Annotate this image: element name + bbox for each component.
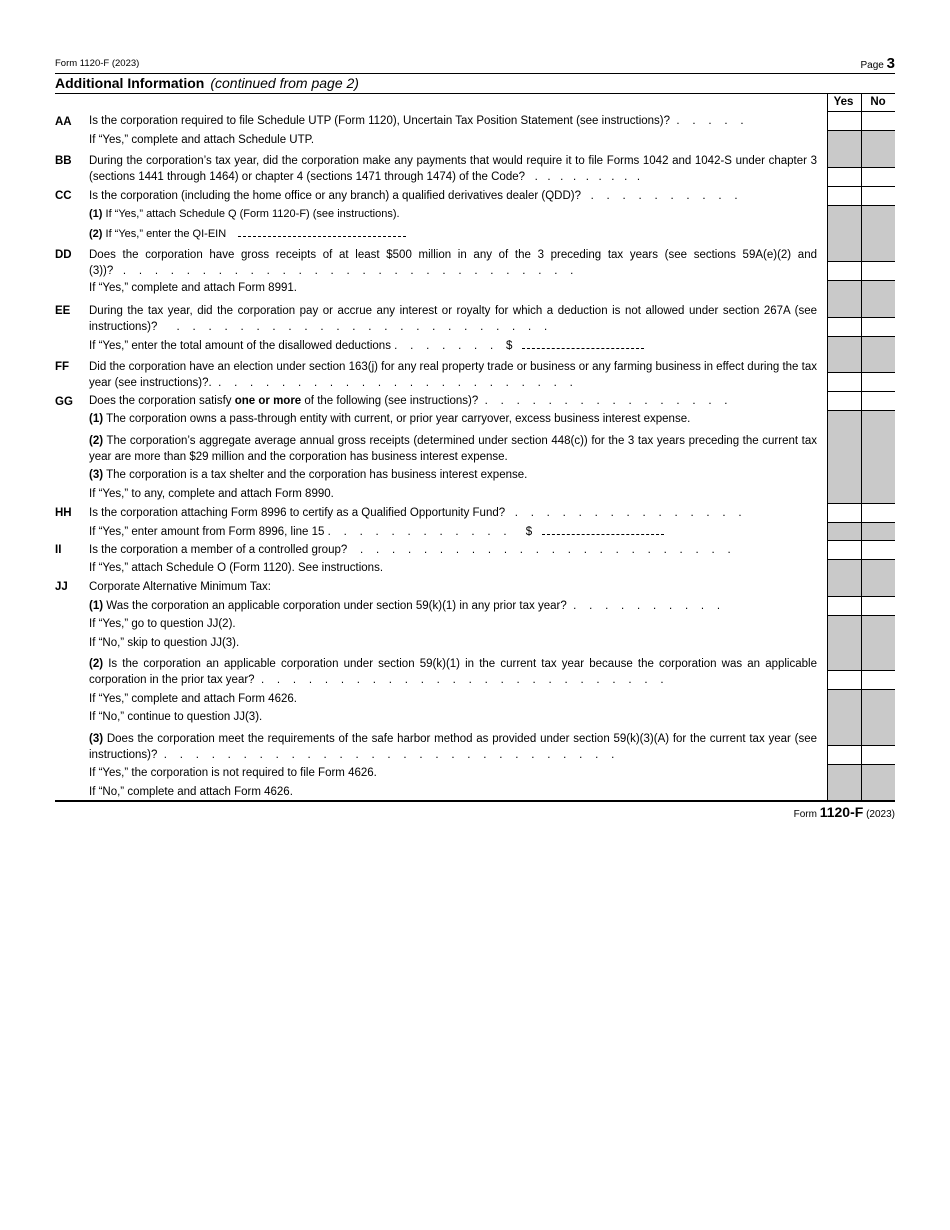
jj3-no-box[interactable] (862, 746, 895, 763)
aa-yes-box[interactable] (828, 112, 860, 129)
jj3-yes-box[interactable] (828, 746, 860, 763)
question-ee-text: During the tax year, did the corporation pay or accrue any interest or royalty for which a deduction is not allowed under section 267A (see instructions)? . . . . . . . . . . . . . . . . . . . . . . . . (89, 305, 817, 333)
question-jj-item2-no: If “No,” continue to question JJ(3). (89, 711, 263, 723)
yes-column-header: Yes (833, 96, 854, 108)
bb-no-box[interactable] (862, 168, 895, 185)
ii-yes-box[interactable] (828, 541, 860, 558)
cc-no-box[interactable] (862, 187, 895, 204)
question-hh-instruction: If “Yes,” enter amount from Form 8996, line 15 . . . . . . . . . . . . $ (89, 524, 817, 541)
dd-yes-box[interactable] (828, 262, 860, 279)
ff-no-box[interactable] (862, 373, 895, 390)
question-label-ff: FF (55, 361, 70, 373)
gg-yes-box[interactable] (828, 392, 860, 409)
question-hh-text: Is the corporation attaching Form 8996 to certify as a Qualified Opportunity Fund? . . . . . . . . . . . . . . . (89, 507, 742, 519)
aa-no-box[interactable] (862, 112, 895, 129)
ee-yes-box[interactable] (828, 318, 860, 335)
hh-no-box[interactable] (862, 504, 895, 521)
cc-yes-box[interactable] (828, 187, 860, 204)
form-page (55, 0, 895, 830)
divider (827, 522, 895, 523)
question-label-cc: CC (55, 190, 72, 202)
divider (827, 559, 895, 560)
question-gg-text: Does the corporation satisfy one or more of the following (see instructions)? . . . . . . . . . . . . . . . . (89, 395, 728, 407)
question-aa-instruction: If “Yes,” complete and attach Schedule UTP. (89, 134, 315, 146)
question-jj-item2: (2) Is the corporation an applicable corporation under section 59(k)(1) in the current tax year because the corporation was an applicable corporation in the prior tax year? . . . . . . . . . . . . . . . . . . . . . . . . . . (89, 658, 817, 686)
form-footer: Form 1120-F (2023) (793, 804, 895, 820)
divider (827, 615, 895, 616)
question-jj-item1: (1) Was the corporation an applicable corporation under section 59(k)(1) in any prior tax year? . . . . . . . . . . (89, 600, 721, 612)
question-label-ee: EE (55, 305, 71, 317)
qi-ein-input[interactable] (238, 226, 406, 237)
question-bb-text: During the corporation’s tax year, did the corporation make any payments that would require it to file Forms 1042 and 1042-S under chapter 3 (sections 1441 through 1464) or chapter 4 (sections 1471 through 1474) of the Code? . . . . . . . . . (89, 155, 817, 183)
question-ff-text: Did the corporation have an election under section 163(j) for any real property trade or business or any farming business in effect during the tax year (see instructions)?. . . . . . . . . . . . . . . . . . . . . . . . (89, 361, 817, 389)
question-label-aa: AA (55, 116, 72, 128)
question-jj-item1-no: If “No,” skip to question JJ(3). (89, 637, 240, 649)
jj2-yes-box[interactable] (828, 671, 860, 688)
divider (827, 205, 895, 206)
question-dd-instruction: If “Yes,” complete and attach Form 8991. (89, 282, 297, 294)
question-gg-item3: (3) The corporation is a tax shelter and the corporation has business interest expense. (89, 469, 528, 481)
question-jj-item3: (3) Does the corporation meet the requirements of the safe harbor method as provided under section 59(k)(3)(A) for the current tax year (see instructions)? . . . . . . . . . . . . . . . . . . . . . . . . . . . . . (89, 733, 817, 761)
question-jj-item3-yes: If “Yes,” the corporation is not required to file Form 4626. (89, 767, 377, 779)
question-label-jj: JJ (55, 581, 68, 593)
ee-no-box[interactable] (862, 318, 895, 335)
question-cc-sub1: (1) If “Yes,” attach Schedule Q (Form 1120-F) (see instructions). (89, 208, 400, 220)
question-label-ii: II (55, 544, 62, 556)
question-ee-instruction: If “Yes,” enter the total amount of the disallowed deductions . . . . . . . $ (89, 338, 817, 355)
question-label-hh: HH (55, 507, 72, 519)
question-jj-item3-no: If “No,” complete and attach Form 4626. (89, 786, 293, 798)
question-gg-item1: (1) The corporation owns a pass-through entity with current, or prior year carryover, excess business interest expense. (89, 413, 691, 425)
question-jj-text: Corporate Alternative Minimum Tax: (89, 581, 271, 593)
no-column-header: No (870, 96, 886, 108)
section-title: Additional Information (continued from page 2) (55, 75, 359, 91)
question-aa-text: Is the corporation required to file Schedule UTP (Form 1120), Uncertain Tax Position Statement (see instructions)? . . . . . (89, 115, 744, 127)
divider (827, 764, 895, 765)
divider (827, 130, 895, 131)
question-cc-sub2: (2) If “Yes,” enter the QI-EIN (89, 226, 817, 243)
divider (827, 689, 895, 690)
jj1-yes-box[interactable] (828, 597, 860, 614)
question-gg-instruction: If “Yes,” to any, complete and attach Form 8990. (89, 488, 334, 500)
page-number: Page 3 (860, 55, 895, 72)
question-ii-instruction: If “Yes,” attach Schedule O (Form 1120). See instructions. (89, 562, 384, 574)
question-label-bb: BB (55, 155, 72, 167)
divider (55, 73, 895, 74)
divider (827, 280, 895, 281)
form-8996-amount-input[interactable] (542, 524, 664, 535)
divider (55, 93, 895, 94)
jj2-no-box[interactable] (862, 671, 895, 688)
hh-yes-box[interactable] (828, 504, 860, 521)
divider (55, 800, 895, 802)
question-ii-text: Is the corporation a member of a controlled group? . . . . . . . . . . . . . . . . . . . . . . . . (89, 544, 731, 556)
gg-no-box[interactable] (862, 392, 895, 409)
question-jj-item1-yes: If “Yes,” go to question JJ(2). (89, 618, 236, 630)
question-dd-text: Does the corporation have gross receipts of at least $500 million in any of the 3 preceding tax years (see sections 59A(e)(2) and (3))? . . . . . . . . . . . . . . . . . . . . . . . . . . . . . (89, 249, 817, 277)
bb-yes-box[interactable] (828, 168, 860, 185)
form-id: Form 1120-F (2023) (55, 58, 140, 69)
divider (827, 336, 895, 337)
ff-yes-box[interactable] (828, 373, 860, 390)
question-jj-item2-yes: If “Yes,” complete and attach Form 4626. (89, 693, 297, 705)
divider (827, 410, 895, 411)
dd-no-box[interactable] (862, 262, 895, 279)
jj1-no-box[interactable] (862, 597, 895, 614)
question-label-gg: GG (55, 396, 73, 408)
question-cc-text: Is the corporation (including the home office or any branch) a qualified derivatives dealer (QDD)? . . . . . . . . . . (89, 190, 738, 202)
ii-no-box[interactable] (862, 541, 895, 558)
disallowed-deductions-input[interactable] (522, 338, 644, 349)
question-gg-item2: (2) The corporation’s aggregate average annual gross receipts (determined under section 448(c)) for the 3 tax years preceding the current tax year are more than $29 million and the corporation has business interest expense. (89, 435, 817, 463)
question-label-dd: DD (55, 249, 72, 261)
